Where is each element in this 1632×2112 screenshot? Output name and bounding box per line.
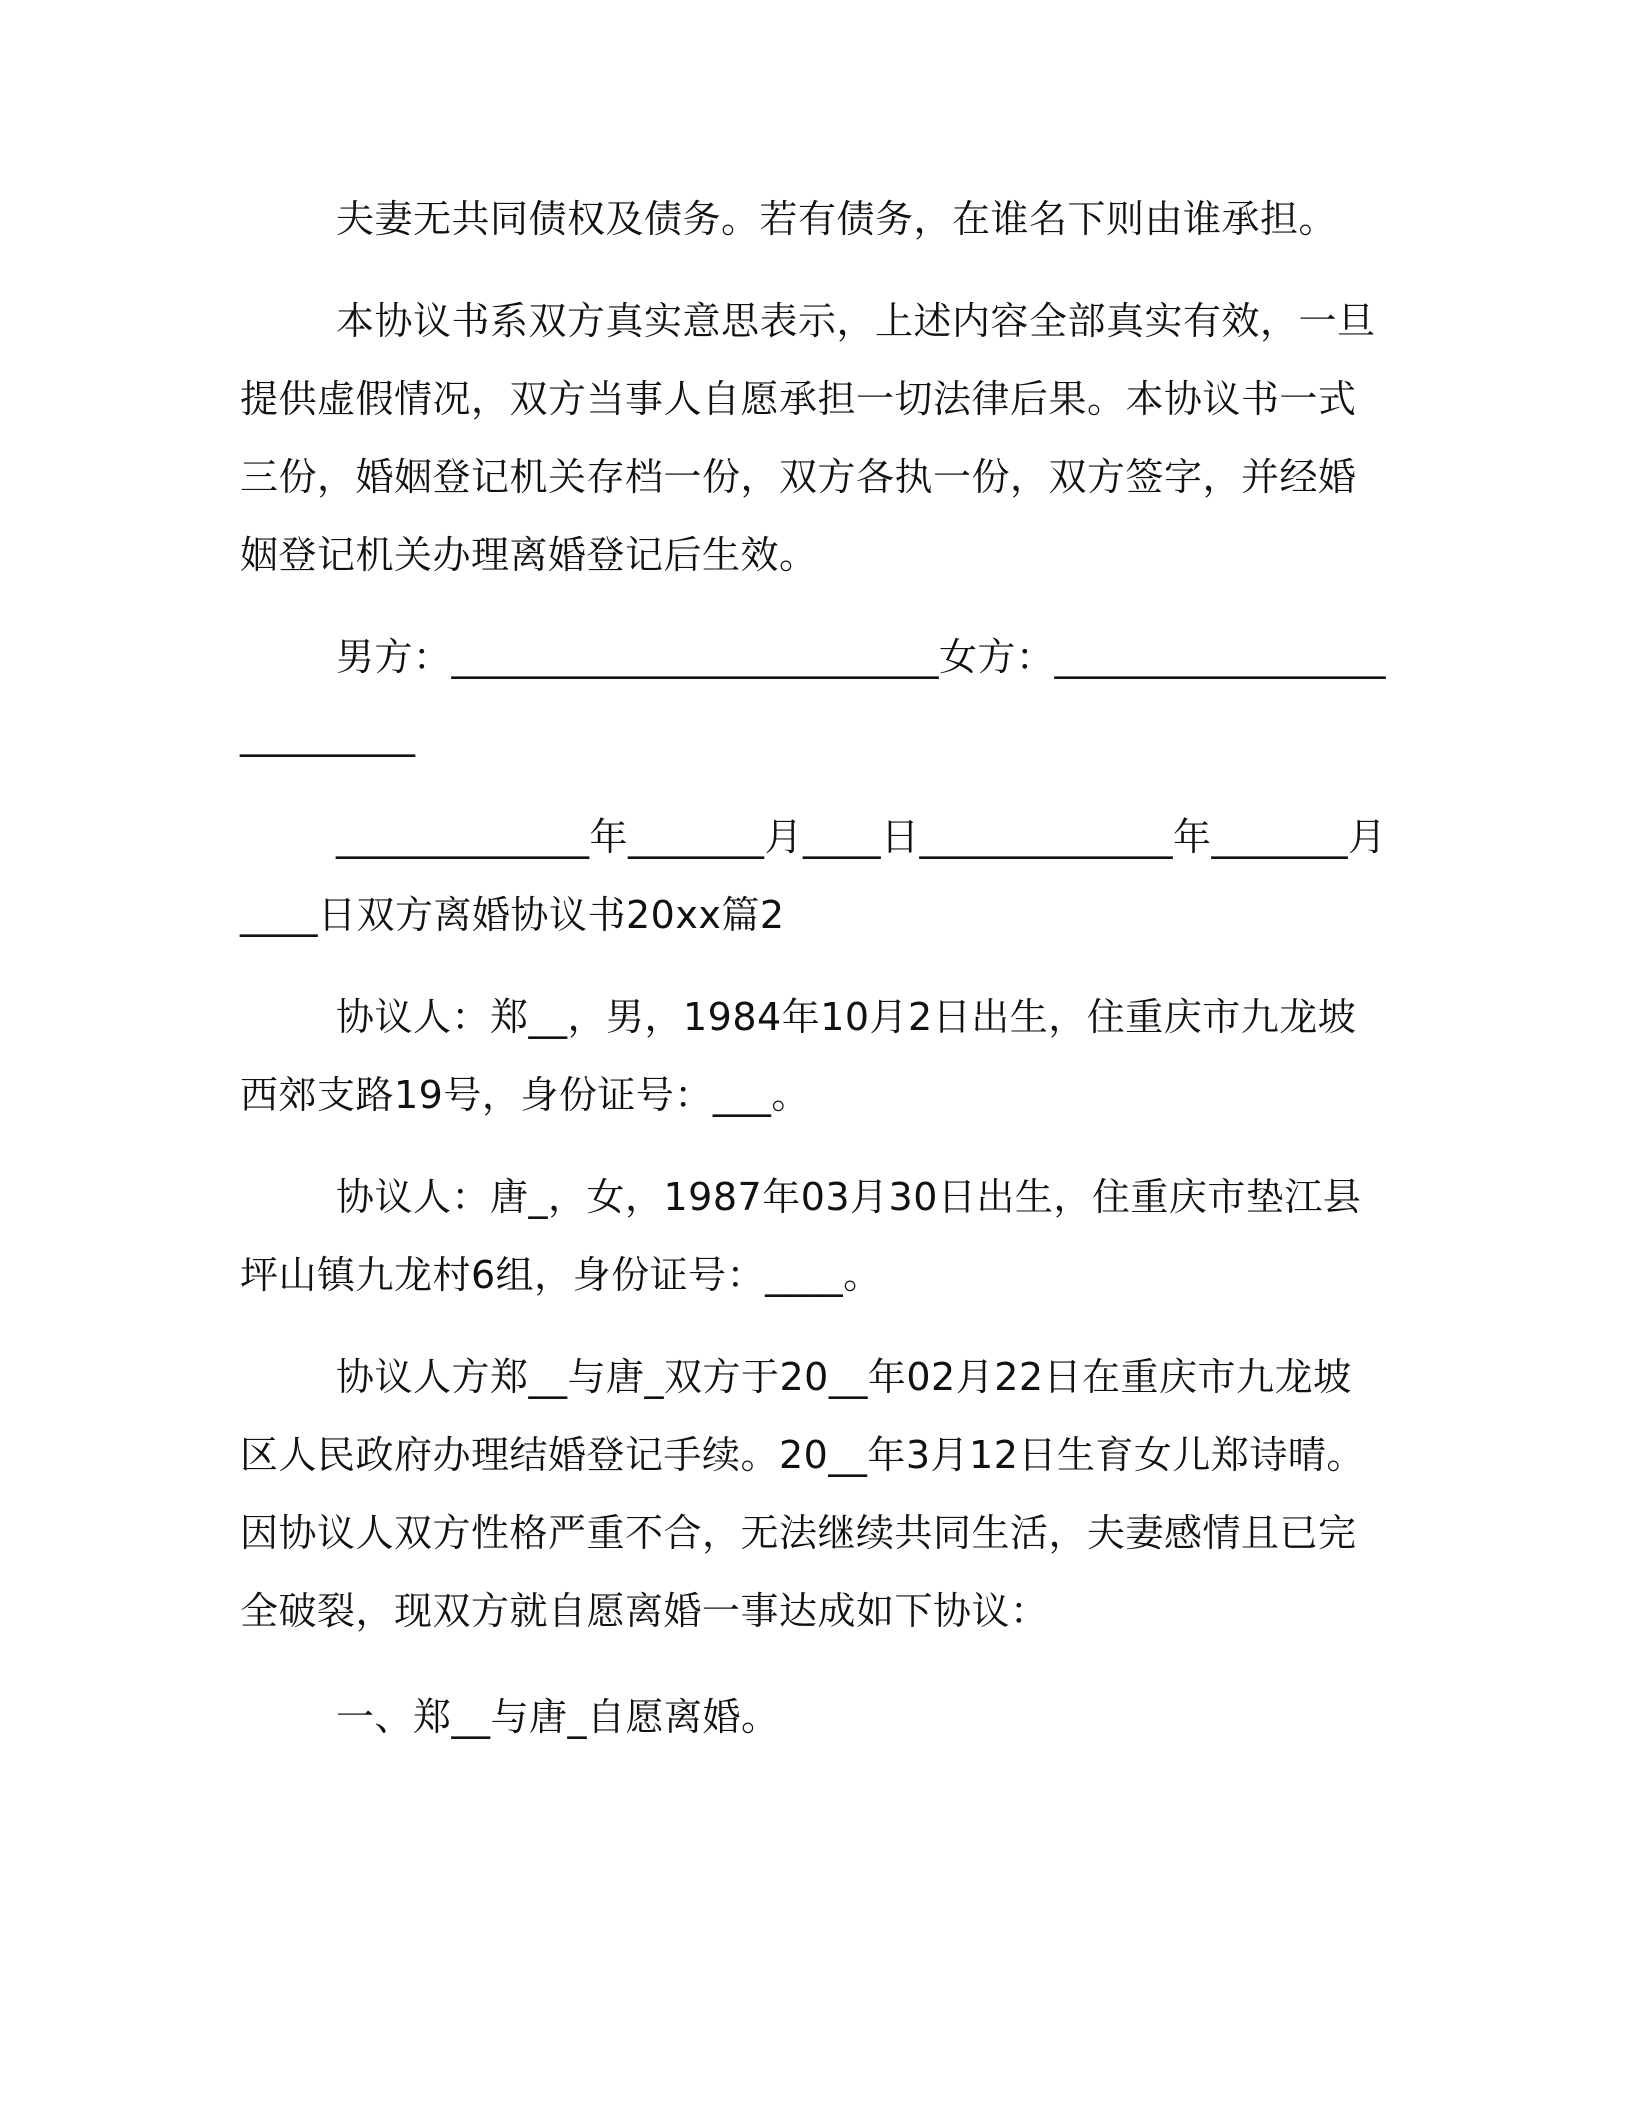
paragraph-dates-title: _____________年_______月____日_____________年_______月____日双方离婚协议书20xx篇2 bbox=[240, 815, 1387, 937]
paragraph-background: 协议人方郑__与唐_双方于20__年02月22日在重庆市九龙坡区人民政府办理结婚登记手续。20__年3月12日生育女儿郑诗晴。因协议人双方性格严重不合，无法继续共同生活，夫妻感情且已完全破裂，现双方就自愿离婚一事达成如下协议： bbox=[240, 1355, 1365, 1633]
paragraph-item-one: 一、郑__与唐_自愿离婚。 bbox=[336, 1695, 780, 1739]
paragraph-validity: 本协议书系双方真实意思表示，上述内容全部真实有效，一旦提供虚假情况，双方当事人自愿承担一切法律后果。本协议书一式三份，婚姻登记机关存档一份，双方各执一份，双方签字，并经婚姻登记机关办理离婚登记后生效。 bbox=[240, 299, 1376, 577]
paragraph-party-tang: 协议人：唐_，女，1987年03月30日出生，住重庆市垫江县坪山镇九龙村6组，身份证号：____。 bbox=[240, 1175, 1362, 1297]
paragraph-signatures: 男方：_________________________女方：__________________________ bbox=[240, 635, 1387, 757]
paragraph-debts: 夫妻无共同债权及债务。若有债务，在谁名下则由谁承担。 bbox=[336, 197, 1338, 241]
paragraph-party-zheng: 协议人：郑__，男，1984年10月2日出生，住重庆市九龙坡西郊支路19号，身份证号：___。 bbox=[240, 995, 1357, 1117]
